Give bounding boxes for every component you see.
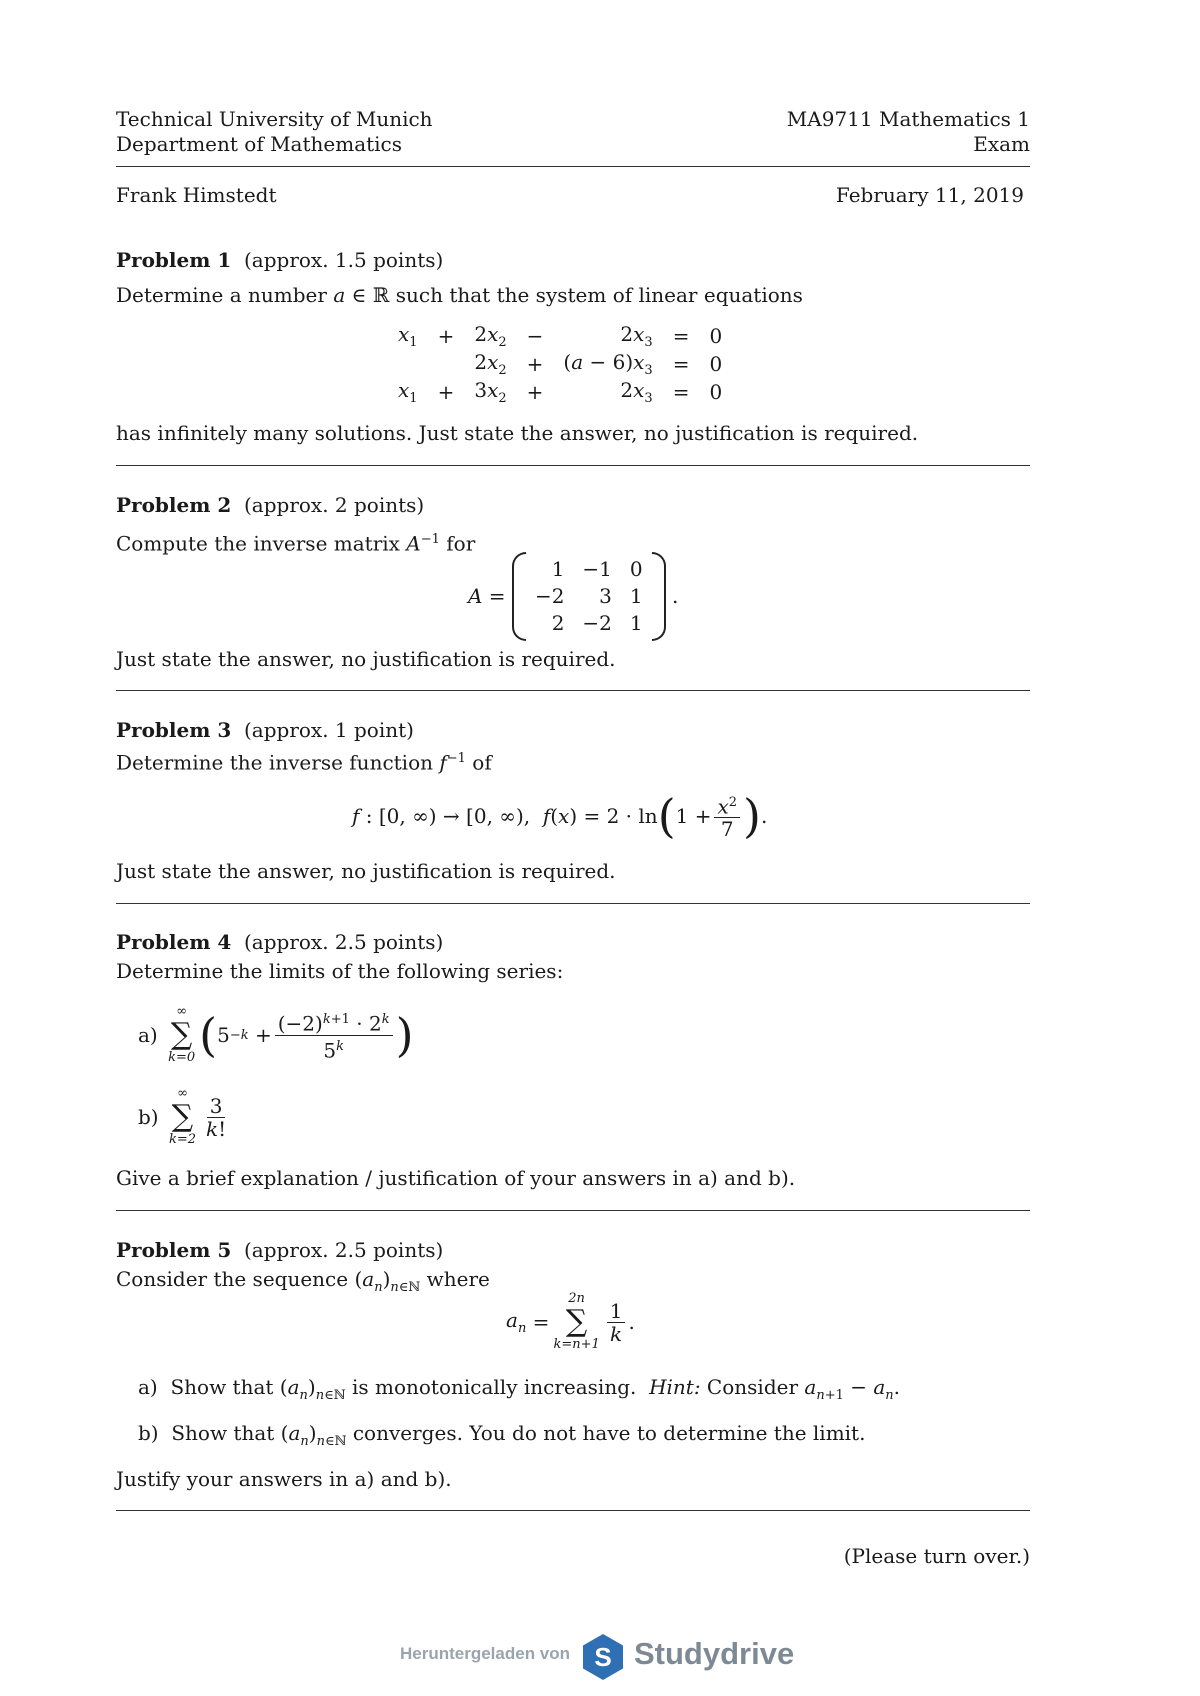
problem-4-points: (approx. 2.5 points) — [243, 930, 444, 954]
linear-system: $x_1$ + $2x_2$ − $2x_3$ = 0 $2x_2$ + $(a - 6)x_3$ = 0 $x_1$ + $3x_2$ + $2x_3$ = 0 — [398, 322, 723, 406]
problem-2-rule — [116, 690, 1030, 691]
problem-5-points: (approx. 2.5 points) — [243, 1238, 444, 1262]
problem-3-intro: Determine the inverse function $f^{-1}$ of — [116, 750, 492, 775]
matrix-A: A = 1 −1 0 −2 3 1 2 −2 1 . — [468, 554, 678, 638]
exam-type: Exam — [973, 132, 1030, 156]
matrix-cell: −1 — [582, 557, 612, 581]
matrix-cell: −2 — [534, 584, 565, 608]
matrix-cell: 1 — [629, 611, 643, 635]
problem-2-intro: Compute the inverse matrix $A^{-1}$ for — [116, 531, 476, 556]
problem-4-heading — [116, 929, 443, 955]
problem-5-heading — [116, 1237, 443, 1263]
problem-4-intro: Determine the limits of the following series: — [116, 959, 564, 983]
problem-4-outro: Give a brief explanation / justification of your answers in a) and b). — [116, 1166, 796, 1190]
series-b: b) ∞ ∑ k=2 $\frac{3}{k!}$ — [138, 1086, 227, 1147]
function-definition: f : [0, ∞) → [0, ∞), f ( x ) = 2 · ln ( 1 + $\frac{x^2}{7}$ ) . — [352, 789, 768, 843]
problem-4-rule — [116, 1210, 1030, 1211]
problem-4-title: Problem 4 — [116, 930, 232, 954]
problem-5-part-a: a) Show that $(a_n)_{n\in ℕ}$ is monotonically increasing. Hint: Consider $a_{n+1} - a_n$. — [138, 1375, 901, 1403]
studydrive-watermark — [400, 1630, 820, 1680]
problem-5-part-b: b) Show that $(a_n)_{n\in ℕ}$ converges. You do not have to determine the limit. — [138, 1421, 866, 1449]
problem-1-outro: has infinitely many solutions. Just state the answer, no justification is required. — [116, 421, 919, 445]
author-name: Frank Himstedt — [116, 183, 277, 207]
problem-5-rule — [116, 1510, 1030, 1511]
problem-2-points: (approx. 2 points) — [243, 493, 425, 517]
problem-1-rule — [116, 465, 1030, 466]
matrix-cell: 2 — [551, 611, 565, 635]
exam-date: February 11, 2019 — [835, 183, 1024, 207]
watermark-brand: Studydrive — [634, 1636, 795, 1671]
problem-2-outro: Just state the answer, no justification is required. — [116, 647, 616, 671]
watermark-text: Heruntergeladen von — [400, 1644, 571, 1663]
problem-2-heading — [116, 492, 424, 518]
matrix-cell: −2 — [582, 611, 612, 635]
problem-3-heading — [116, 717, 414, 743]
problem-1-intro: Determine a number a ∈ ℝ such that the system of linear equations — [116, 283, 803, 307]
matrix-cell: 0 — [629, 557, 643, 581]
exam-page — [116, 0, 1030, 1696]
problem-3-rule — [116, 903, 1030, 904]
problem-3-outro: Just state the answer, no justification is required. — [116, 859, 616, 883]
problem-5-title: Problem 5 — [116, 1238, 232, 1262]
problem-1-heading — [116, 247, 443, 273]
studydrive-logo-icon — [578, 1632, 628, 1686]
problem-3-title: Problem 3 — [116, 718, 232, 742]
university-name: Technical University of Munich — [116, 107, 433, 131]
problem-1-points: (approx. 1.5 points) — [243, 248, 444, 272]
problem-5-intro: Consider the sequence $(a_n)_{n\in ℕ}$ where — [116, 1267, 490, 1295]
header-rule — [116, 166, 1030, 167]
problem-1-title: Problem 1 — [116, 248, 232, 272]
turn-over-note: (Please turn over.) — [843, 1544, 1030, 1568]
problem-3-points: (approx. 1 point) — [243, 718, 414, 742]
series-a-label: a) — [138, 1023, 158, 1047]
series-b-label: b) — [138, 1105, 159, 1129]
matrix-cell: 1 — [629, 584, 643, 608]
matrix-cell: 3 — [599, 584, 612, 608]
problem-5-outro: Justify your answers in a) and b). — [116, 1467, 452, 1491]
series-a: a) ∞ ∑ k=0 ( 5 −k + $\frac{(-2)^{k+1} \cdot 2^k}{5^k}$ ) — [138, 1004, 414, 1065]
course-name: MA9711 Mathematics 1 — [786, 107, 1030, 131]
department-name: Department of Mathematics — [116, 132, 403, 156]
problem-2-title: Problem 2 — [116, 493, 232, 517]
sequence-definition: $a_n$ = 2n ∑ k=n+1 $\frac{1}{k}$ . — [506, 1291, 635, 1352]
matrix-A-body — [512, 556, 666, 637]
svg-text:S: S — [594, 1642, 612, 1672]
matrix-cell: 1 — [551, 557, 565, 581]
